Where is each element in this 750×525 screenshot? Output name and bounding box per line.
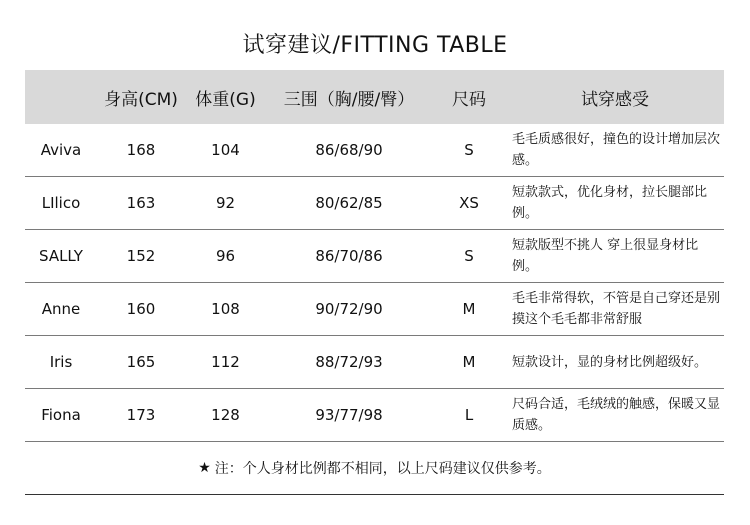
header-feedback: 试穿感受: [581, 89, 649, 110]
model-size: XS: [459, 194, 479, 212]
page-title: 试穿建议/FITTING TABLE: [242, 33, 508, 58]
model-feedback: 短款款式，优化身材，拉长腿部比例。: [512, 185, 708, 221]
model-weight: 96: [215, 247, 236, 265]
model-feedback: 毛毛质感很好，撞色的设计增加层次感。: [512, 132, 721, 168]
model-name: Iris: [49, 353, 73, 371]
model-height: 165: [126, 353, 156, 371]
model-feedback: 短款版型不挑人 穿上很显身材比例。: [512, 238, 699, 274]
model-measurements: 90/72/90: [315, 300, 383, 318]
model-name: SALLY: [39, 247, 83, 265]
model-size: L: [464, 406, 474, 424]
model-feedback: 短款设计，显的身材比例超级好。: [512, 354, 708, 370]
model-size: S: [464, 247, 474, 265]
table-row: [25, 177, 724, 230]
model-measurements: 86/68/90: [315, 141, 383, 159]
model-height: 160: [126, 300, 156, 318]
header-measurements: 三围（胸/腰/臀）: [283, 89, 415, 110]
footnote: [25, 442, 724, 495]
model-weight: 108: [211, 300, 240, 318]
model-name: LIlico: [41, 194, 81, 212]
header-weight: 体重(G): [195, 89, 256, 110]
table-row: [25, 389, 724, 442]
model-feedback: 毛毛非常得软，不管是自己穿还是别摸这个毛毛都非常舒服: [512, 291, 721, 327]
table-row: [25, 230, 724, 283]
model-size: M: [462, 300, 476, 318]
table-header: [25, 70, 724, 124]
table-row: [25, 124, 724, 177]
model-size: M: [462, 353, 476, 371]
table-row: [25, 283, 724, 336]
model-height: 173: [126, 406, 156, 424]
model-weight: 112: [211, 353, 240, 371]
model-height: 163: [126, 194, 156, 212]
model-measurements: 80/62/85: [315, 194, 383, 212]
model-measurements: 86/70/86: [315, 247, 383, 265]
model-name: Anne: [41, 300, 81, 318]
model-measurements: 93/77/98: [315, 406, 383, 424]
table-row: [25, 336, 724, 389]
model-weight: 92: [215, 194, 236, 212]
model-name: Fiona: [41, 406, 81, 424]
model-height: 152: [126, 247, 156, 265]
model-height: 168: [126, 141, 156, 159]
model-measurements: 88/72/93: [315, 353, 383, 371]
model-size: S: [464, 141, 474, 159]
footnote-text: 注：个人身材比例都不相同，以上尺码建议仅供参考。: [214, 461, 551, 477]
model-weight: 128: [211, 406, 240, 424]
model-weight: 104: [211, 141, 240, 159]
model-name: Aviva: [40, 141, 82, 159]
model-feedback: 尺码合适，毛绒绒的触感，保暖又显质感。: [512, 397, 721, 433]
header-size: 尺码: [452, 89, 486, 110]
star-icon: ★: [198, 460, 211, 476]
fitting-table: [25, 70, 724, 442]
header-height: 身高(CM): [104, 89, 178, 110]
